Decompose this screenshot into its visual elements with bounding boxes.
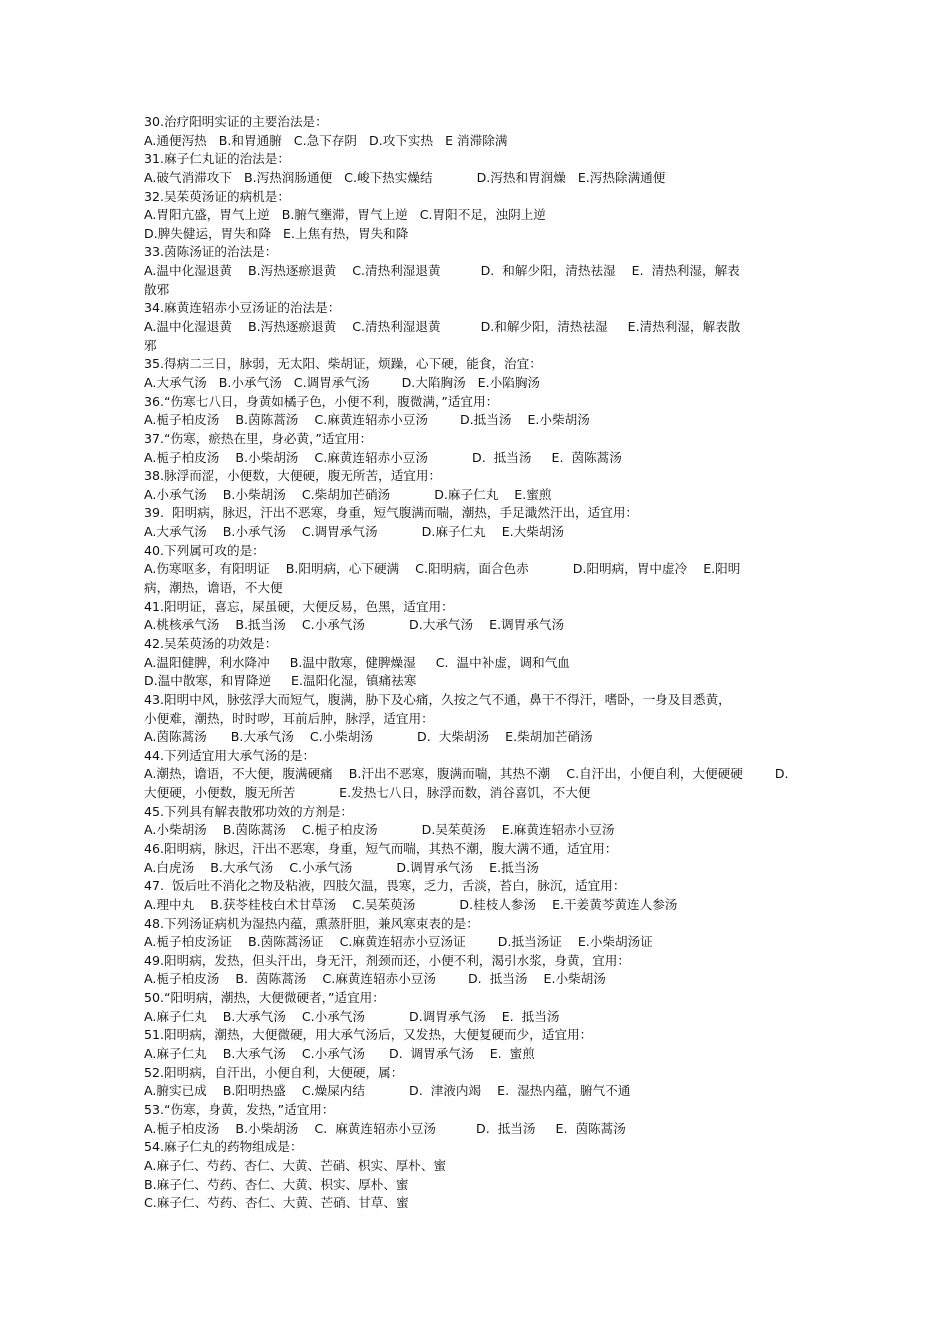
- text-line: 小便难，潮热，时时哕，耳前后肿，脉浮，适宜用：: [144, 710, 434, 726]
- text-line: A.白虎汤 B.大承气汤 C.小承气汤 D.调胃承气汤 E.抵当汤: [144, 859, 539, 875]
- text-line: 44.下列适宜用大承气汤的是：: [144, 747, 316, 763]
- text-line: 36.“伤寒七八日，身黄如橘子色，小便不利，腹微满，”适宜用：: [144, 393, 499, 409]
- text-line: A.破气消滞攻下 B.泻热润肠通便 C.峻下热实燥结 D.泻热和胃润燥 E.泻热除满通便: [144, 169, 666, 185]
- text-line: 47. 饭后吐不消化之物及粘液，四肢欠温，畏寒，乏力，舌淡，苔白，脉沉，适宜用：: [144, 878, 626, 894]
- text-line: A.麻子仁丸 B.大承气汤 C.小承气汤 D.调胃承气汤 E. 抵当汤: [144, 1008, 560, 1024]
- text-line: A.栀子柏皮汤 B. 茵陈蒿汤 C.麻黄连轺赤小豆汤 D. 抵当汤 E.小柴胡汤: [144, 971, 606, 987]
- text-line: A.小承气汤 B.小柴胡汤 C.柴胡加芒硝汤 D.麻子仁丸 E.蜜煎: [144, 486, 552, 502]
- text-line: D.温中散寒，和胃降逆 E.温阳化湿，镇痛祛寒: [144, 673, 417, 689]
- text-line: A.桃核承气汤 B.抵当汤 C.小承气汤 D.大承气汤 E.调胃承气汤: [144, 617, 565, 633]
- text-line: 43.阳明中风，脉弦浮大而短气，腹满，胁下及心痛，久按之气不通，鼻干不得汗，嗜卧，一身及目悉黄，: [144, 691, 731, 707]
- text-line: A.茵陈蒿汤 B.大承气汤 C.小柴胡汤 D. 大柴胡汤 E.柴胡加芒硝汤: [144, 729, 593, 745]
- text-line: A.温中化湿退黄 B.泻热逐瘀退黄 C.清热利湿退黄 D. 和解少阳，清热祛湿 E. 清热利湿，解表: [144, 263, 740, 279]
- text-line: 48.下列汤证病机为湿热内蕴，熏蒸肝胆，兼风寒束表的是：: [144, 915, 479, 931]
- text-line: 30.治疗阳明实证的主要治法是：: [144, 114, 328, 129]
- text-line: A.理中丸 B.获苓桂枝白术甘草汤 C.吴茱萸汤 D.桂枝人参汤 E.干姜黄芩黄连人参汤: [144, 896, 678, 912]
- text-line: A.栀子柏皮汤 B.小柴胡汤 C.麻黄连轺赤小豆汤 D. 抵当汤 E. 茵陈蒿汤: [144, 449, 622, 465]
- text-line: A.温中化湿退黄 B.泻热逐瘀退黄 C.清热利湿退黄 D.和解少阳，清热祛湿 E.清热利湿，解表散: [144, 319, 741, 335]
- text-line: 邪: [144, 337, 157, 353]
- text-line: 37.“伤寒，瘀热在里，身必黄，”适宜用：: [144, 430, 373, 446]
- text-line: A.栀子柏皮汤 B.小柴胡汤 C. 麻黄连轺赤小豆汤 D. 抵当汤 E. 茵陈蒿汤: [144, 1120, 626, 1136]
- text-line: 33.茵陈汤证的治法是：: [144, 244, 278, 260]
- text-line: A.麻子仁、芍药、杏仁、大黄、芒硝、枳实、厚朴、蜜: [144, 1157, 447, 1173]
- text-line: 51.阳明病，潮热，大便微硬，用大承气汤后，又发热，大便复硬而少，适宜用：: [144, 1027, 593, 1043]
- text-line: 40.下列属可攻的是：: [144, 542, 265, 558]
- text-line: A.温阳健脾，利水降冲 B.温中散寒，健脾燥湿 C. 温中补虚，调和气血: [144, 654, 570, 670]
- text-line: A.大承气汤 B.小承气汤 C.调胃承气汤 D.麻子仁丸 E.大柴胡汤: [144, 524, 565, 540]
- text-line: A.胃阳亢盛，胃气上逆 B.腑气壅滞，胃气上逆 C.胃阳不足，浊阴上逆: [144, 207, 546, 223]
- text-line: 45.下列具有解表散邪功效的方剂是：: [144, 803, 353, 819]
- text-line: 49.阳明病，发热，但头汗出，身无汗，剂颈而还，小便不利，渴引水浆，身黄，宜用：: [144, 952, 630, 968]
- text-line: 大便硬，小便数，腹无所苦 E.发热七八日，脉浮而数，消谷喜饥，不大便: [144, 785, 591, 801]
- text-line: A.通便泻热 B.和胃通腑 C.急下存阴 D.攻下实热 E 消滞除满: [144, 132, 508, 148]
- text-line: A.小柴胡汤 B.茵陈蒿汤 C.栀子柏皮汤 D.吴茱萸汤 E.麻黄连轺赤小豆汤: [144, 822, 615, 838]
- text-line: A.栀子柏皮汤 B.茵陈蒿汤 C.麻黄连轺赤小豆汤 D.抵当汤 E.小柴胡汤: [144, 412, 590, 428]
- text-line: A.大承气汤 B.小承气汤 C.调胃承气汤 D.大陷胸汤 E.小陷胸汤: [144, 374, 541, 390]
- text-line: A.潮热，谵语，不大便，腹满硬痛 B.汗出不恶寒，腹满而喘，其热不潮 C.自汗出，小便自利，大便硬硬 D.: [144, 766, 789, 782]
- text-line: 41.阳明证，喜忘，屎虽硬，大便反易，色黑，适宜用：: [144, 598, 454, 614]
- text-line: A.伤寒呕多，有阳明证 B.阳明病，心下硬满 C.阳明病，面合色赤 D.阳明病，胃中虚冷 E.阳明: [144, 561, 741, 577]
- text-line: 42.吴茱萸汤的功效是：: [144, 635, 278, 651]
- text-line: 50.“阳明病，潮热，大便微硬者，”适宜用：: [144, 990, 385, 1006]
- text-line: 35.得病二三日，脉弱，无太阳、柴胡证，烦躁，心下硬，能食，治宜：: [144, 356, 542, 372]
- text-line: C.麻子仁、芍药、杏仁、大黄、芒硝、甘草、蜜: [144, 1195, 409, 1211]
- text-line: 散邪: [144, 281, 170, 297]
- text-line: 54.麻子仁丸的药物组成是：: [144, 1139, 303, 1155]
- text-line: B.麻子仁、芍药、杏仁、大黄、枳实、厚朴、蜜: [144, 1176, 409, 1192]
- text-line: 病，潮热，谵语，不大便: [144, 580, 283, 596]
- text-line: 46.阳明病，脉迟，汗出不恶寒，身重，短气而喘，其热不潮，腹大满不通，适宜用：: [144, 840, 618, 856]
- text-line: A.栀子柏皮汤证 B.茵陈蒿汤证 C.麻黄连轺赤小豆汤证 D.抵当汤证 E.小柴胡汤证: [144, 934, 653, 950]
- text-line: A.麻子仁丸 B.大承气汤 C.小承气汤 D. 调胃承气汤 E. 蜜煎: [144, 1046, 535, 1062]
- text-line: 31.麻子仁丸证的治法是：: [144, 151, 290, 167]
- text-line: A.腑实已成 B.阳明热盛 C.燥屎内结 D. 津液内竭 E. 湿热内蕴，腑气不通: [144, 1083, 631, 1099]
- text-line: 53.“伤寒，身黄，发热，”适宜用：: [144, 1101, 335, 1117]
- text-line: 38.脉浮而涩，小便数，大便硬，腹无所苦，适宜用：: [144, 468, 442, 484]
- text-line: 39. 阳明病，脉迟，汗出不恶寒，身重，短气腹满而喘，潮热，手足濈然汗出，适宜用：: [144, 505, 639, 521]
- text-line: 32.吴茱萸汤证的病机是：: [144, 188, 290, 204]
- text-line: 34.麻黄连轺赤小豆汤证的治法是：: [144, 300, 341, 316]
- text-line: D.脾失健运，胃失和降 E.上焦有热，胃失和降: [144, 225, 409, 241]
- text-line: 52.阳明病，自汗出，小便自利，大便硬，属：: [144, 1064, 404, 1080]
- document-page: [144, 113, 812, 1213]
